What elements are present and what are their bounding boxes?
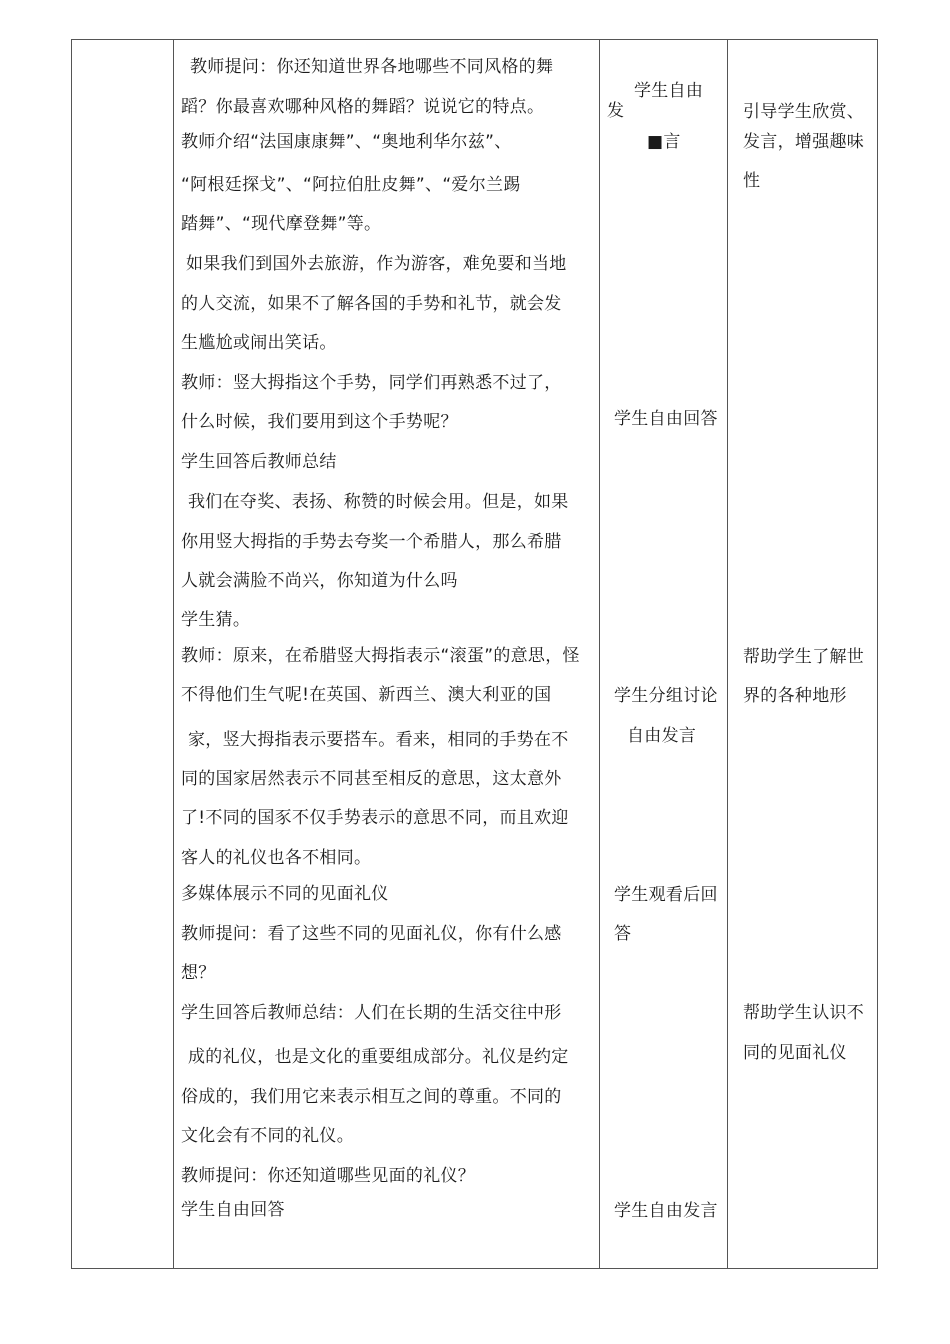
student-activity-line: ■言 [647, 132, 681, 152]
teacher-activity-line: 教师：原来，在希腊竖大拇指表示“滚蛋”的意思，怪 [181, 646, 580, 666]
teacher-activity-line: 蹈？你最喜欢哪种风格的舞蹈？说说它的特点。 [181, 97, 545, 117]
student-activity-line: 答 [614, 924, 632, 944]
design-intent-line: 帮助学生认识不 [743, 1003, 865, 1023]
student-activity-line: 学生观看后回 [614, 885, 718, 905]
design-intent-line: 性 [743, 171, 761, 191]
column-divider [599, 40, 600, 1268]
teacher-activity-line: 如果我们到国外去旅游，作为游客，难免要和当地 [186, 254, 567, 274]
column-divider [173, 40, 174, 1268]
teacher-activity-line: 学生自由回答 [181, 1200, 285, 1220]
teacher-activity-line: 家，竖大拇指表示要搭车。看来，相同的手势在不 [188, 730, 569, 750]
teacher-activity-line: 同的国家居然表示不同甚至相反的意思，这太意外 [181, 769, 562, 789]
teacher-activity-line: 人就会满脸不尚兴，你知道为什么吗 [181, 571, 458, 591]
student-activity-line: 学生自由发言 [614, 1201, 718, 1221]
design-intent-line: 界的各种地形 [743, 686, 847, 706]
teacher-activity-line: 踏舞”、“现代摩登舞”等。 [181, 214, 382, 234]
column-divider [727, 40, 728, 1268]
teacher-activity-line: 学生猜。 [181, 610, 251, 630]
design-intent-line: 引导学生欣赏、 [743, 102, 865, 122]
teacher-activity-line: 教师提问：看了这些不同的见面礼仪，你有什么感 [181, 924, 562, 944]
teacher-activity-line: 多媒体展示不同的见面礼仪 [181, 884, 389, 904]
teacher-activity-line: 学生回答后教师总结 [181, 452, 337, 472]
design-intent-line: 同的见面礼仪 [743, 1043, 847, 1063]
teacher-activity-line: 客人的礼仪也各不相同。 [181, 848, 372, 868]
teacher-activity-line: 成的礼仪，也是文化的重要组成部分。礼仪是约定 [188, 1047, 569, 1067]
teacher-activity-line: 俗成的，我们用它来表示相互之间的尊重。不同的 [181, 1087, 562, 1107]
teacher-activity-line: “阿根廷探戈”、“阿拉伯肚皮舞”、“爱尔兰踢 [181, 175, 521, 195]
student-activity-line: 学生自由回答 [614, 409, 718, 429]
student-activity-line: 发 [607, 101, 625, 121]
teacher-activity-line: 你用竖大拇指的手势去夸奖一个希腊人，那么希腊 [181, 532, 562, 552]
teacher-activity-line: 想？ [181, 963, 216, 983]
student-activity-line: 学生自由 [634, 81, 704, 101]
teacher-activity-line: 学生回答后教师总结：人们在长期的生活交往中形 [181, 1003, 562, 1023]
teacher-activity-line: 什么时候，我们要用到这个手势呢？ [181, 412, 458, 432]
teacher-activity-line: 生尴尬或闹出笑话。 [181, 333, 337, 353]
teacher-activity-line: 了!不同的国豕不仅手势表示的意思不同，而且欢迎 [181, 808, 569, 828]
student-activity-line: 学生分组讨论 [614, 686, 718, 706]
teacher-activity-line: 文化会有不同的礼仪。 [181, 1126, 354, 1146]
teacher-activity-line: 教师：竖大拇指这个手势，同学们再熟悉不过了， [181, 373, 562, 393]
design-intent-line: 帮助学生了解世 [743, 647, 865, 667]
teacher-activity-line: 教师介绍“法国康康舞”、“奥地利华尔兹”、 [181, 132, 512, 152]
teacher-activity-line: 教师提问：你还知道哪些见面的礼仪？ [181, 1166, 476, 1186]
teacher-activity-line: 我们在夺奖、表扬、称赞的时候会用。但是，如果 [188, 492, 569, 512]
design-intent-line: 发言，增强趣味 [743, 132, 865, 152]
teacher-activity-line: 教师提问：你还知道世界各地哪些不同风格的舞 [190, 57, 554, 77]
teacher-activity-line: 不得他们生气呢!在英国、新西兰、澳大利亚的国 [181, 685, 552, 705]
student-activity-line: 自由发言 [627, 726, 697, 746]
teacher-activity-line: 的人交流，如果不了解各国的手势和礼节，就会发 [181, 294, 562, 314]
